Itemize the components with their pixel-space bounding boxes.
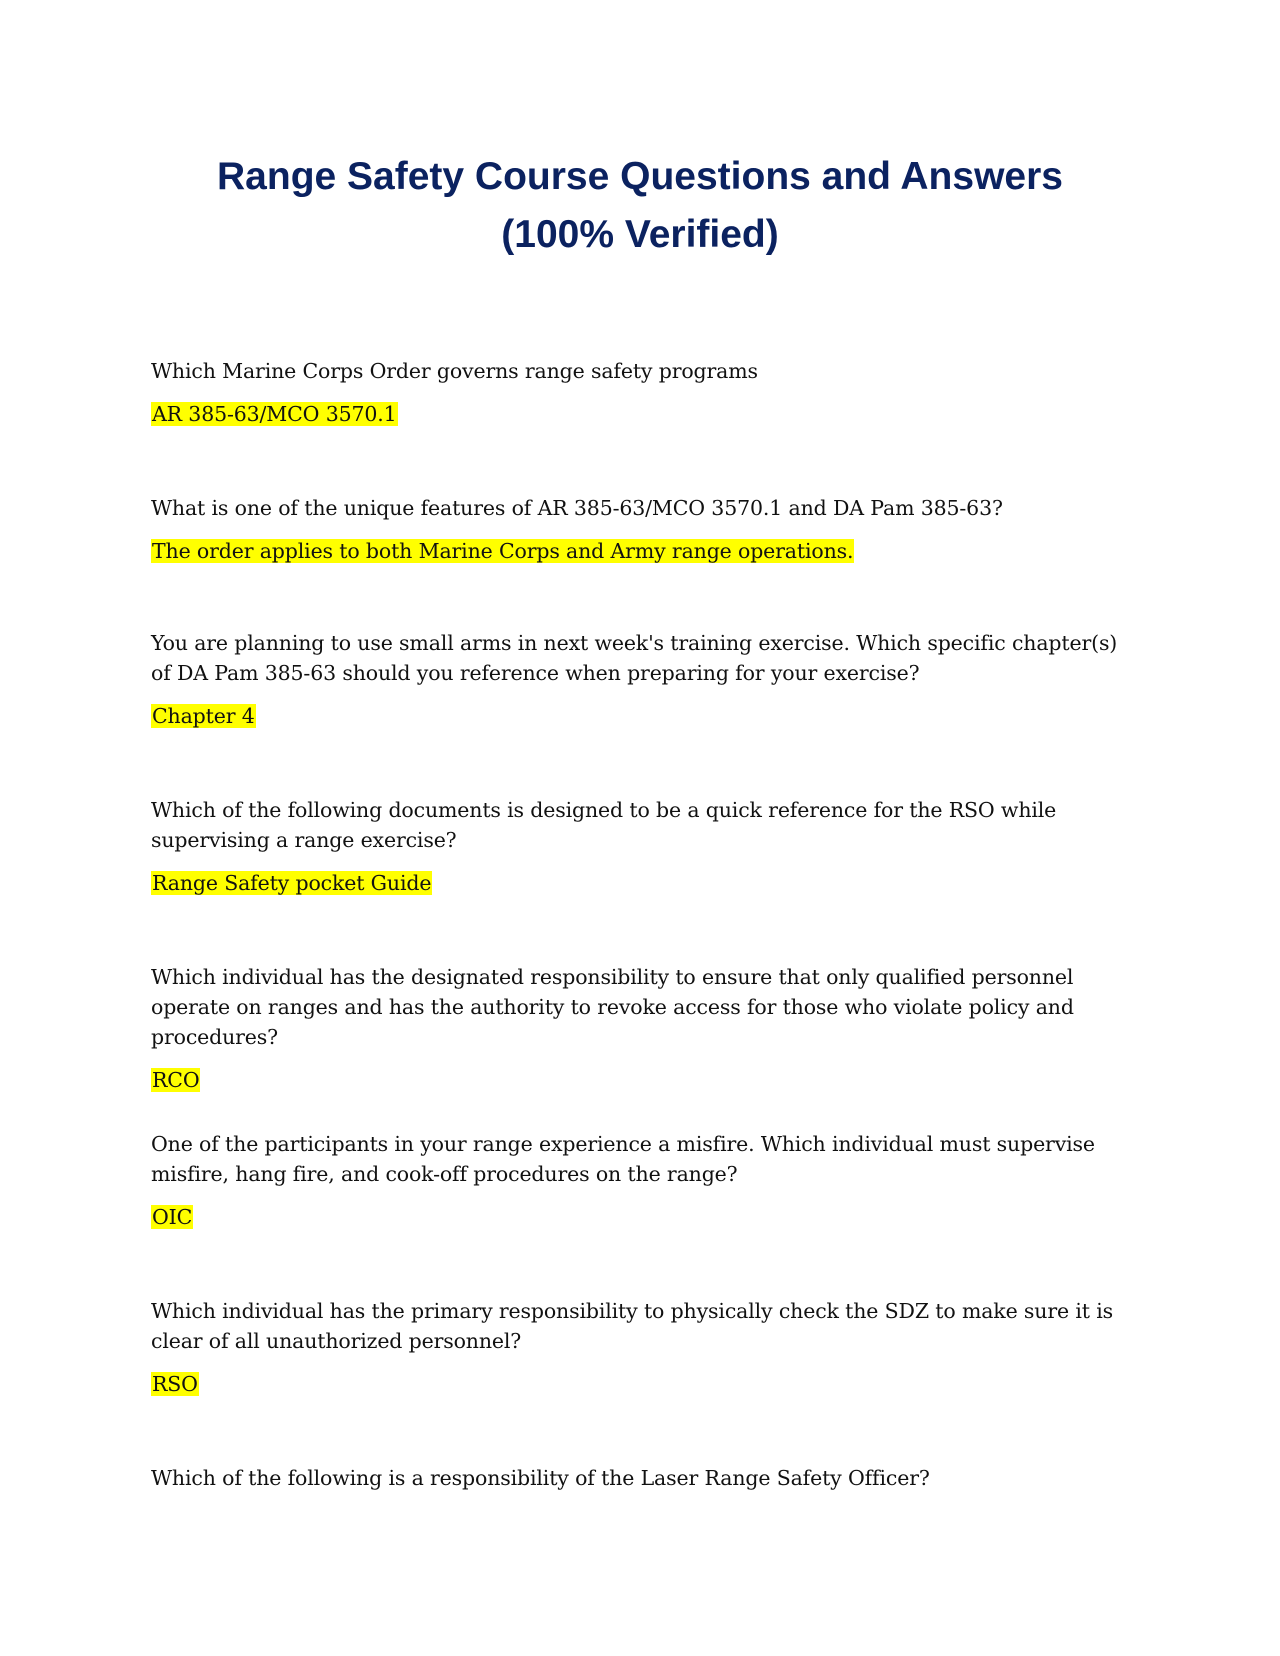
document-title-line-2: (100% Verified) — [501, 213, 779, 256]
question-7: Which individual has the primary responsibility to physically check the SDZ to make sure it is clear of all unauthorized personnel? — [151, 1299, 1113, 1353]
answer-4-highlight: Range Safety pocket Guide — [152, 871, 432, 895]
answer-7-highlight: RSO — [152, 1372, 198, 1396]
qa-item-2 — [151, 493, 1131, 566]
qa-item-3 — [151, 628, 1131, 731]
question-8: Which of the following is a responsibility of the Laser Range Safety Officer? — [151, 1466, 930, 1490]
question-3: You are planning to use small arms in next week's training exercise. Which specific chapter(s) of DA Pam 385-63 should you reference when preparing for your exercise? — [151, 631, 1118, 685]
document-title — [150, 148, 1130, 264]
answer-5-highlight: RCO — [152, 1068, 200, 1092]
answer-3-highlight: Chapter 4 — [152, 704, 255, 728]
qa-item-6 — [151, 1129, 1131, 1232]
answer-7 — [151, 1369, 1131, 1399]
question-5: Which individual has the designated responsibility to ensure that only qualified personnel operate on ranges and has the authority to revoke access for those who violate policy and procedures? — [151, 965, 1074, 1049]
question-4: Which of the following documents is designed to be a quick reference for the RSO while supervising a range exercise? — [151, 798, 1057, 852]
qa-item-4 — [151, 795, 1131, 898]
answer-3 — [151, 701, 1131, 731]
answer-4 — [151, 868, 1131, 898]
answer-6-highlight: OIC — [152, 1205, 193, 1229]
qa-item-8 — [151, 1463, 1131, 1493]
question-6: One of the participants in your range experience a misfire. Which individual must supervise misfire, hang fire, and cook-off procedures on the range? — [151, 1132, 1095, 1186]
qa-item-1 — [151, 356, 1131, 429]
document-title-line-1: Range Safety Course Questions and Answers — [217, 155, 1063, 198]
question-2: What is one of the unique features of AR 385-63/MCO 3570.1 and DA Pam 385-63? — [151, 496, 1003, 520]
answer-6 — [151, 1202, 1131, 1232]
question-1: Which Marine Corps Order governs range safety programs — [151, 359, 758, 383]
answer-1-highlight: AR 385-63/MCO 3570.1 — [152, 402, 397, 426]
qa-item-5 — [151, 962, 1131, 1095]
qa-item-7 — [151, 1296, 1131, 1399]
answer-1 — [151, 399, 1131, 429]
answer-2 — [151, 536, 1131, 566]
answer-2-highlight: The order applies to both Marine Corps and Army range operations. — [152, 539, 854, 563]
answer-5 — [151, 1065, 1131, 1095]
